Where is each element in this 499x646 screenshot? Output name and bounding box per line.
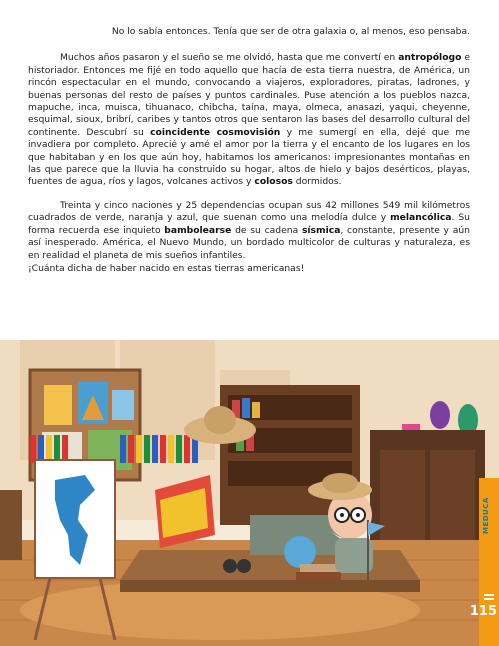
p3-text-a: Treinta y cinco naciones y 25 dependencias ocupan sus 42 millones 549 mil kilómetros cuadrados de verde, naranja y azul, que suenan como una melodía dulce y: [28, 199, 470, 224]
postcard-liberty: [112, 390, 134, 420]
paragraph-4: ¡Cuánta dicha de haber nacido en estas tierras americanas!: [28, 262, 305, 274]
book-stack: [296, 564, 341, 580]
paragraph-2: [28, 52, 470, 188]
page-number: 115: [469, 604, 497, 619]
study-illustration: [0, 340, 499, 646]
term-sismica: sísmica: [301, 224, 341, 236]
p2-text-e: dormidos.: [292, 176, 342, 188]
p2-text-a: Muchos años pasaron y el sueño se me olvidó, hasta que me convertí en: [60, 52, 399, 64]
p3-text-d: de su cadena: [231, 224, 302, 236]
p2-text-d: y me sumergí en ella, dejé que me invadiera por completo. Aprecié y amé el amor por la tierra y el encanto de los lugares en los que habitaban y en los que aún hoy, habitamos los americanos: impresionantes montañas en las que parece que la lluvia ha construido su hogar, altos de hielo y bajos desérticos, playas, fuentes de agua, ríos y lagos, volcanes activos y: [28, 126, 471, 188]
term-melancolica: melancólica: [390, 212, 452, 224]
page-mark: [484, 594, 494, 596]
brand-label: MEDUCA: [482, 497, 490, 535]
paragraph-3: [28, 200, 470, 262]
term-colosos: colosos: [254, 176, 293, 188]
globe: [284, 536, 316, 568]
paragraph-1: No lo sabía entonces. Tenía que ser de otra galaxia o, al menos, eso pensaba.: [111, 26, 470, 37]
body-text: [28, 26, 470, 286]
page-mark-2: [484, 598, 494, 600]
term-antropologo: antropólogo: [398, 52, 462, 64]
p2-text-c: e historiador. Entonces me fijé en todo aquello que hacía de esta tierra nuestra, de América, un rincón espectacular en el mundo, convocando a viajeros, exploradores, piratas, ladrones, y buenas personas del resto de países y puntos cardinales. Puse atención a los pueblos nazca, mapuche, inca, muisca, tihuanaco, chibcha, taína, maya, olmeca, anasazi, yaqui, cheyenne, esquimal, sioux, bribrí, caribes y tantos otros que sentaron las bases del desarrollo cultural del continente. Descubrí su: [28, 52, 470, 138]
left-shelf: [0, 490, 22, 560]
p3-text-c: . Su forma recuerda ese inquieto: [28, 212, 470, 236]
p3-text-e: , constante, presente y aún así inesperado. América, el Nuevo Mundo, un bordado multicolor de culturas y naturaleza, es en realidad el planeta de mis sueños infantiles.: [28, 224, 470, 261]
postcard-christ: [44, 385, 72, 425]
term-bambolearse: bambolearse: [164, 224, 232, 236]
term-cosmovision: coincidente cosmovisión: [150, 126, 281, 138]
